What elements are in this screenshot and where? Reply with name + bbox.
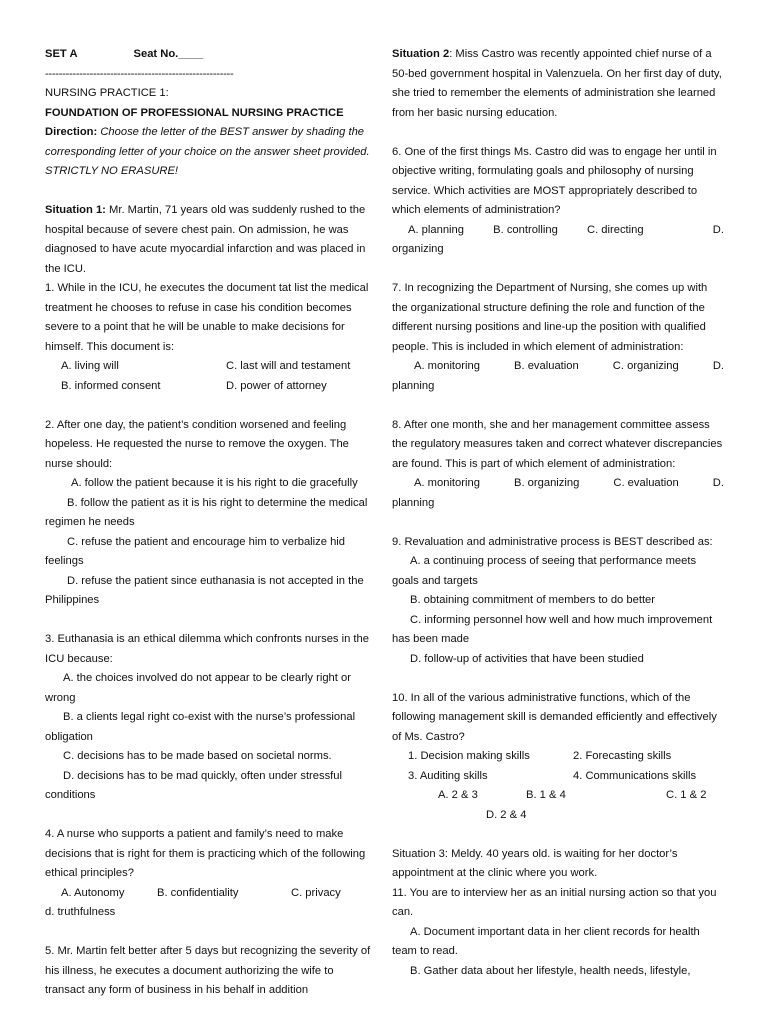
- situation-1-label: Situation 1:: [45, 204, 106, 216]
- question-3-option-d: D. decisions has to be mad quickly, often under stressful conditions: [45, 769, 342, 801]
- question-10-item-2: 2. Forecasting skills: [573, 750, 672, 762]
- question-10-items-34: [392, 767, 724, 787]
- question-8-options: [392, 474, 724, 494]
- question-8-option-d: D.: [712, 477, 724, 489]
- question-10-stem: 10. In all of the various administrative functions, which of the following management skill is demanded efficiently and effectively of Ms. Castro?: [392, 691, 717, 743]
- question-9-stem: 9. Revaluation and administrative process is BEST described as:: [392, 535, 713, 548]
- exam-title: FOUNDATION OF PROFESSIONAL NURSING PRACTICE: [45, 106, 344, 119]
- question-8-option-d-cont: planning: [392, 496, 435, 509]
- question-3-option-c: C. decisions has to be made based on societal norms.: [63, 750, 332, 762]
- question-6-option-d: D.: [712, 223, 724, 236]
- situation-3: Situation 3: Meldy. 40 years old. is waiting for her doctor’s appointment at the clinic where you work.: [392, 847, 678, 879]
- left-column: [45, 45, 375, 1001]
- direction: [45, 123, 375, 182]
- question-2-stem: 2. After one day, the patient’s condition worsened and feeling hopeless. He requested the nurse to remove the oxygen. The nurse should:: [45, 418, 349, 470]
- right-column: [392, 45, 724, 981]
- question-10-item-3: 3. Auditing skills: [408, 769, 488, 782]
- question-7-stem: 7. In recognizing the Department of Nursing, she comes up with the organizational structure defining the role and function of the different nursing positions and line-up the position with qualified people. This is included in which element of administration:: [392, 282, 708, 353]
- question-11-option-a: A. Document important data in her client records for health team to read.: [392, 925, 700, 957]
- question-10-options-abc: [392, 786, 724, 806]
- question-7-option-a: A. monitoring: [414, 360, 480, 372]
- question-8-option-b: B. organizing: [514, 477, 580, 489]
- question-10-items-12: [392, 747, 724, 767]
- question-1-option-c: C. last will and testament: [226, 360, 351, 372]
- question-4-stem: 4. A nurse who supports a patient and family’s need to make decisions that is right for them is practicing which of the following ethical principles?: [45, 828, 366, 879]
- question-5-stem: 5. Mr. Martin felt better after 5 days but recognizing the severity of his illness, he executes a document authorizing the wife to transact any form of business in his behalf in addition: [45, 945, 371, 996]
- question-3-option-b: B. a clients legal right co-exist with the nurse’s professional obligation: [45, 711, 356, 743]
- divider: -------------------------------------------------------: [45, 67, 234, 80]
- question-10-option-b: B. 1 & 4: [526, 789, 566, 801]
- situation-2-label: Situation 2: [392, 48, 450, 60]
- question-8-option-a: A. monitoring: [414, 477, 480, 489]
- situation-1-text: Mr. Martin, 71 years old was suddenly rushed to the hospital because of severe chest pain. On admission, he was diagnosed to have acute myocardial infarction and was placed in the ICU.: [45, 204, 366, 275]
- question-2-option-c: C. refuse the patient and encourage him to verbalize hid feelings: [45, 535, 345, 567]
- question-3-stem: 3. Euthanasia is an ethical dilemma which confronts nurses in the ICU because:: [45, 633, 369, 665]
- question-1-option-d: D. power of attorney: [226, 379, 327, 392]
- question-7-option-c: C. organizing: [612, 360, 679, 372]
- situation-1: [45, 201, 375, 279]
- question-9-option-c: C. informing personnel how well and how much improvement has been made: [392, 613, 713, 645]
- question-4-option-b: B. confidentiality: [157, 886, 239, 899]
- question-6-option-a: A. planning: [408, 223, 464, 236]
- question-2-option-d: D. refuse the patient since euthanasia is not accepted in the Philippines: [45, 574, 364, 606]
- situation-2-text: : Miss Castro was recently appointed chief nurse of a 50-bed government hospital in Valenzuela. On her first day of duty, she tried to remember the elements of administration she learned from her basic nursing education.: [392, 48, 722, 119]
- question-10-item-1: 1. Decision making skills: [408, 750, 530, 762]
- question-8-stem: 8. After one month, she and her management committee assess the regulatory measures taken and correct whatever discrepancies are found. This is part of which element of administration:: [392, 418, 723, 470]
- question-7-option-d-cont: planning: [392, 379, 435, 392]
- practice-label: NURSING PRACTICE 1:: [45, 87, 169, 99]
- question-6-option-b: B. controlling: [493, 223, 558, 236]
- question-10-option-c: C. 1 & 2: [666, 789, 707, 801]
- question-8-option-c: C. evaluation: [613, 477, 679, 489]
- question-4-option-c: C. privacy: [291, 886, 341, 899]
- seat-number: Seat No.____: [133, 48, 204, 60]
- question-7-option-b: B. evaluation: [514, 360, 579, 372]
- question-6-option-d-cont: organizing: [392, 243, 444, 255]
- question-1-option-a: A. living will: [61, 360, 119, 372]
- question-1-options-bd: [45, 377, 375, 397]
- question-3-option-a: A. the choices involved do not appear to be clearly right or wrong: [45, 672, 351, 704]
- question-4-option-a: A. Autonomy: [61, 886, 125, 899]
- question-11-option-b: B. Gather data about her lifestyle, health needs, lifestyle,: [410, 964, 691, 977]
- question-10-option-a: A. 2 & 3: [438, 789, 478, 801]
- question-7-options: [392, 357, 724, 377]
- question-2-option-b: B. follow the patient as it is his right to determine the medical regimen he needs: [45, 496, 368, 528]
- question-4-options: [45, 884, 375, 904]
- question-6-option-c: C. directing: [587, 223, 644, 236]
- question-1-options-ac: [45, 357, 375, 377]
- question-6-options: [392, 221, 724, 241]
- question-1-option-b: B. informed consent: [61, 379, 161, 392]
- question-1-stem: 1. While in the ICU, he executes the document tat list the medical treatment he chooses to refuse in case his condition becomes severe to a point that he will be unable to make decisions for himself. This document is:: [45, 282, 369, 353]
- question-9-option-b: B. obtaining commitment of members to do better: [410, 594, 655, 606]
- direction-text: Choose the letter of the BEST answer by shading the corresponding letter of your choice on the answer sheet provided. STRICTLY NO ERASURE!: [45, 126, 370, 177]
- set-label: SET A: [45, 48, 78, 60]
- question-9-option-a: A. a continuing process of seeing that performance meets goals and targets: [392, 555, 697, 587]
- question-7-option-d: D.: [712, 360, 724, 372]
- question-11-stem: 11. You are to interview her as an initial nursing action so that you can.: [392, 886, 717, 918]
- question-10-item-4: 4. Communications skills: [573, 769, 697, 782]
- situation-2: [392, 45, 724, 123]
- set-line: [45, 45, 375, 65]
- question-4-option-d: d. truthfulness: [45, 906, 116, 918]
- question-6-stem: 6. One of the first things Ms. Castro did was to engage her until in objective writing, formulating goals and philosophy of nursing service. Which activities are MOST appropriately described to which elements of administration?: [392, 145, 717, 216]
- question-9-option-d: D. follow-up of activities that have been studied: [410, 652, 644, 665]
- question-2-option-a: A. follow the patient because it is his right to die gracefully: [71, 477, 358, 489]
- direction-label: Direction:: [45, 126, 98, 138]
- question-10-option-d: D. 2 & 4: [486, 808, 527, 821]
